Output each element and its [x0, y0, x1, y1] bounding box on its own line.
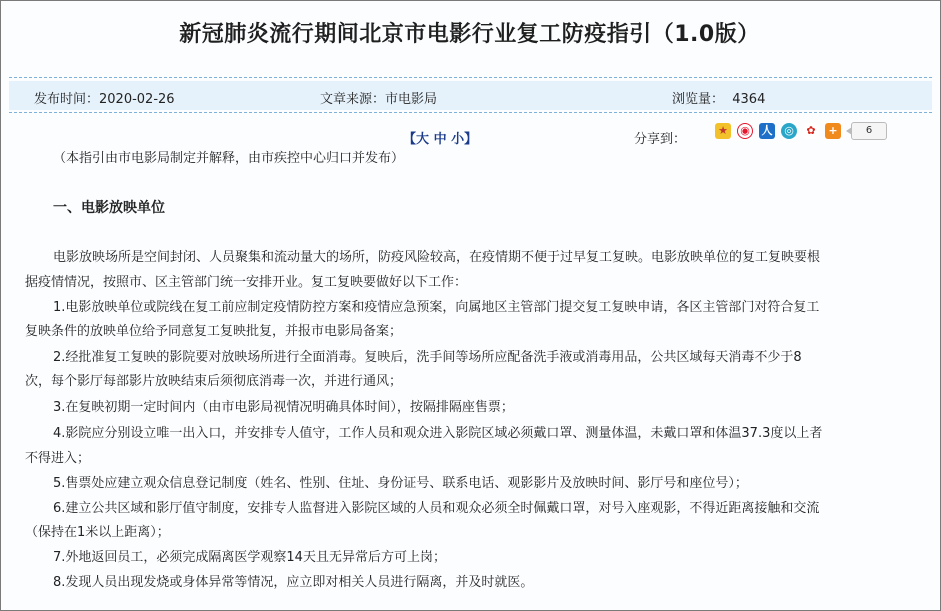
more-share-icon[interactable]: +: [825, 123, 841, 139]
item-5-line-1: 5.售票处应建立观众信息登记制度（姓名、性别、住址、身份证号、联系电话、观影影片及放映时间、影厅号和座位号）；: [53, 476, 748, 491]
article-source: 文章来源：市电影局: [320, 92, 438, 107]
item-6-line-1: 6.建立公共区域和影厅值守制度，安排专人监督进入影院区域的人员和观众必须全时佩戴口罩，对号入座观影，不得近距离接触和交流: [53, 501, 820, 516]
renren-icon[interactable]: 人: [759, 123, 775, 139]
item-6-line-2: （保持在1米以上距离）；: [25, 525, 170, 540]
font-large-link[interactable]: 大: [416, 132, 430, 147]
qzone-icon[interactable]: ★: [715, 123, 731, 139]
item-4-line-1: 4.影院应分别设立唯一出入口，并安排专人值守，工作人员和观众进入影院区域必须戴口罩、测量体温，未戴口罩和体温37.3度以上者: [53, 426, 823, 441]
item-1-line-1: 1.电影放映单位或院线在复工前应制定疫情防控方案和疫情应急预案，向属地区主管部门提交复工复映申请，各区主管部门对符合复工: [53, 300, 820, 315]
weibo-icon[interactable]: ◉: [737, 123, 753, 139]
font-small-link[interactable]: 小: [451, 132, 465, 147]
kaixin-icon[interactable]: ◎: [781, 123, 797, 139]
view-count: 浏览量： 4364: [672, 92, 766, 107]
bracket-open: 【: [403, 132, 417, 147]
item-2-line-2: 次，每个影厅每部影片放映结束后须彻底消毒一次，并进行通风；: [25, 374, 403, 389]
share-label: 分享到：: [634, 132, 687, 147]
item-8-line-1: 8.发现人员出现发烧或身体异常等情况，应立即对相关人员进行隔离，并及时就医。: [53, 575, 534, 590]
divider-bottom: [9, 112, 932, 113]
font-size-switcher: [403, 128, 477, 147]
intro-line-2: 据疫情情况，按照市、区主管部门统一安排开业。复工复映要做好以下工作：: [25, 275, 468, 290]
article-title: 新冠肺炎流行期间北京市电影行业复工防疫指引（1.0版）: [179, 22, 760, 47]
font-medium-link[interactable]: 中: [433, 132, 447, 147]
item-2-line-1: 2.经批准复工复映的影院要对放映场所进行全面消毒。复映后，洗手间等场所应配备洗手液或消毒用品，公共区域每天消毒不少于8: [53, 350, 802, 365]
intro-line-1: 电影放映场所是空间封闭、人员聚集和流动量大的场所，防疫风险较高，在疫情期不便于过早复工复映。电影放映单位的复工复映要根: [53, 250, 821, 265]
item-1-line-2: 复映条件的放映单位给予同意复工复映批复，并报市电影局备案；: [25, 324, 403, 339]
bracket-close: 】: [464, 132, 478, 147]
share-count: 6: [851, 122, 887, 140]
section-heading: 一、电影放映单位: [53, 200, 165, 216]
article-note: （本指引由市电影局制定并解释，由市疾控中心归口并发布）: [53, 151, 405, 166]
publish-time: 发布时间：2020-02-26: [34, 92, 175, 107]
qq-icon[interactable]: ✿: [803, 123, 819, 139]
item-3-line-1: 3.在复映初期一定时间内（由市电影局视情况明确具体时间），按隔排隔座售票；: [53, 400, 514, 415]
item-7-line-1: 7.外地返回员工，必须完成隔离医学观察14天且无异常后方可上岗；: [53, 550, 446, 565]
item-4-line-2: 不得进入；: [25, 451, 91, 466]
divider-top: [9, 77, 932, 78]
